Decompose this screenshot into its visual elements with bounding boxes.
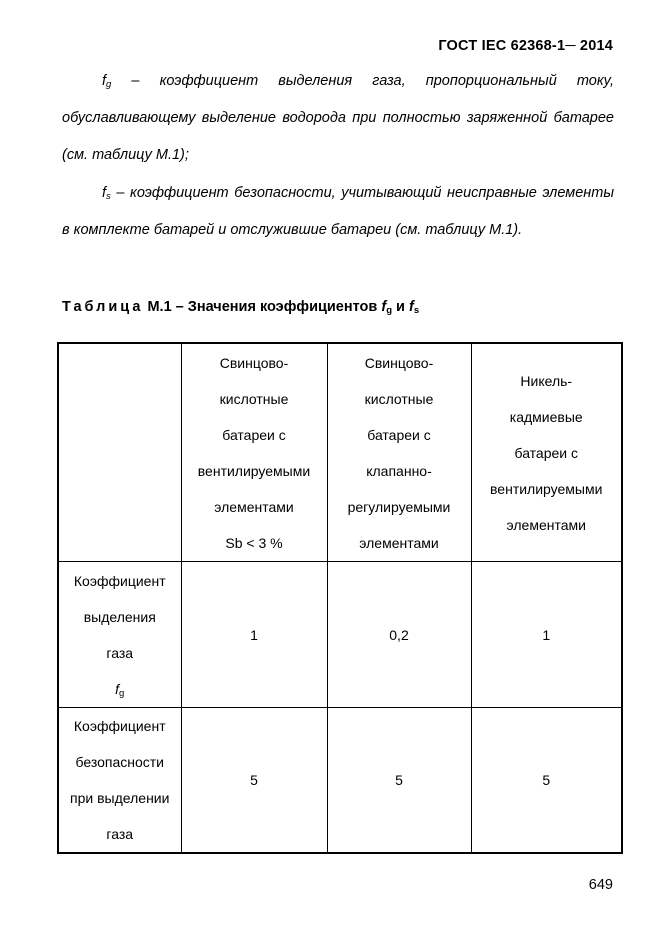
table-row-gas-coefficient [58,562,622,708]
document-code: ГОСТ IEC 62368-1─ 2014 [438,38,613,54]
caption-label: Таблица [62,299,144,315]
table-caption [62,299,419,315]
subscript-g: g [106,79,112,90]
table-cell: 1 [181,562,327,708]
table-row-safety-coefficient [58,708,622,854]
caption-number: М.1 [147,299,172,315]
table-cell: 5 [471,708,622,854]
caption-symbol-fs: f [408,299,414,315]
table-cell: 0,2 [327,562,471,708]
table-header-row [58,343,622,562]
table-cell: 1 [471,562,622,708]
paragraph-fg-text: – коэффициент выделения газа, пропорциональный току, обуславливающему выделение водорода при полностью заряженной батарее (см. таблицу М.1); [62,73,614,163]
table-header-nickel-cadmium-vented: Никель- кадмиевые батареи с вентилируемыми элементами [471,343,622,562]
row-label-gas-coefficient: Коэффициент выделения газа $f_g$ [58,562,181,708]
paragraph-fs-text: – коэффициент безопасности, учитывающий неисправные элементы в комплекте батарей и отслужившие батареи (см. таблицу М.1). [62,185,614,238]
table-header-lead-acid-valve-regulated: Свинцово- кислотные батареи с клапанно- регулируемыми элементами [327,343,471,562]
table-header-empty-cell [58,343,181,562]
symbol-f: f [102,73,107,89]
row-subscript-g: g [119,687,125,699]
row-label-safety-coefficient: Коэффициент безопасности при выделении газа [58,708,181,854]
row-symbol-f: f [115,680,120,697]
caption-text: – Значения коэффициентов [171,299,382,315]
paragraph-fg-definition [62,63,614,174]
caption-symbol-fg: f [381,299,387,315]
caption-subscript-g: g [386,305,392,316]
caption-and: и [392,299,409,315]
table-header-lead-acid-vented: Свинцово- кислотные батареи с вентилируемыми элементами Sb < 3 % [181,343,327,562]
table-cell: 5 [181,708,327,854]
subscript-s: s [106,191,111,202]
caption-subscript-s: s [413,305,420,316]
symbol-f: f [102,185,107,201]
page-number: 649 [588,877,613,893]
paragraph-fs-definition [62,175,614,249]
table-cell: 5 [327,708,471,854]
coefficients-table [57,342,623,854]
